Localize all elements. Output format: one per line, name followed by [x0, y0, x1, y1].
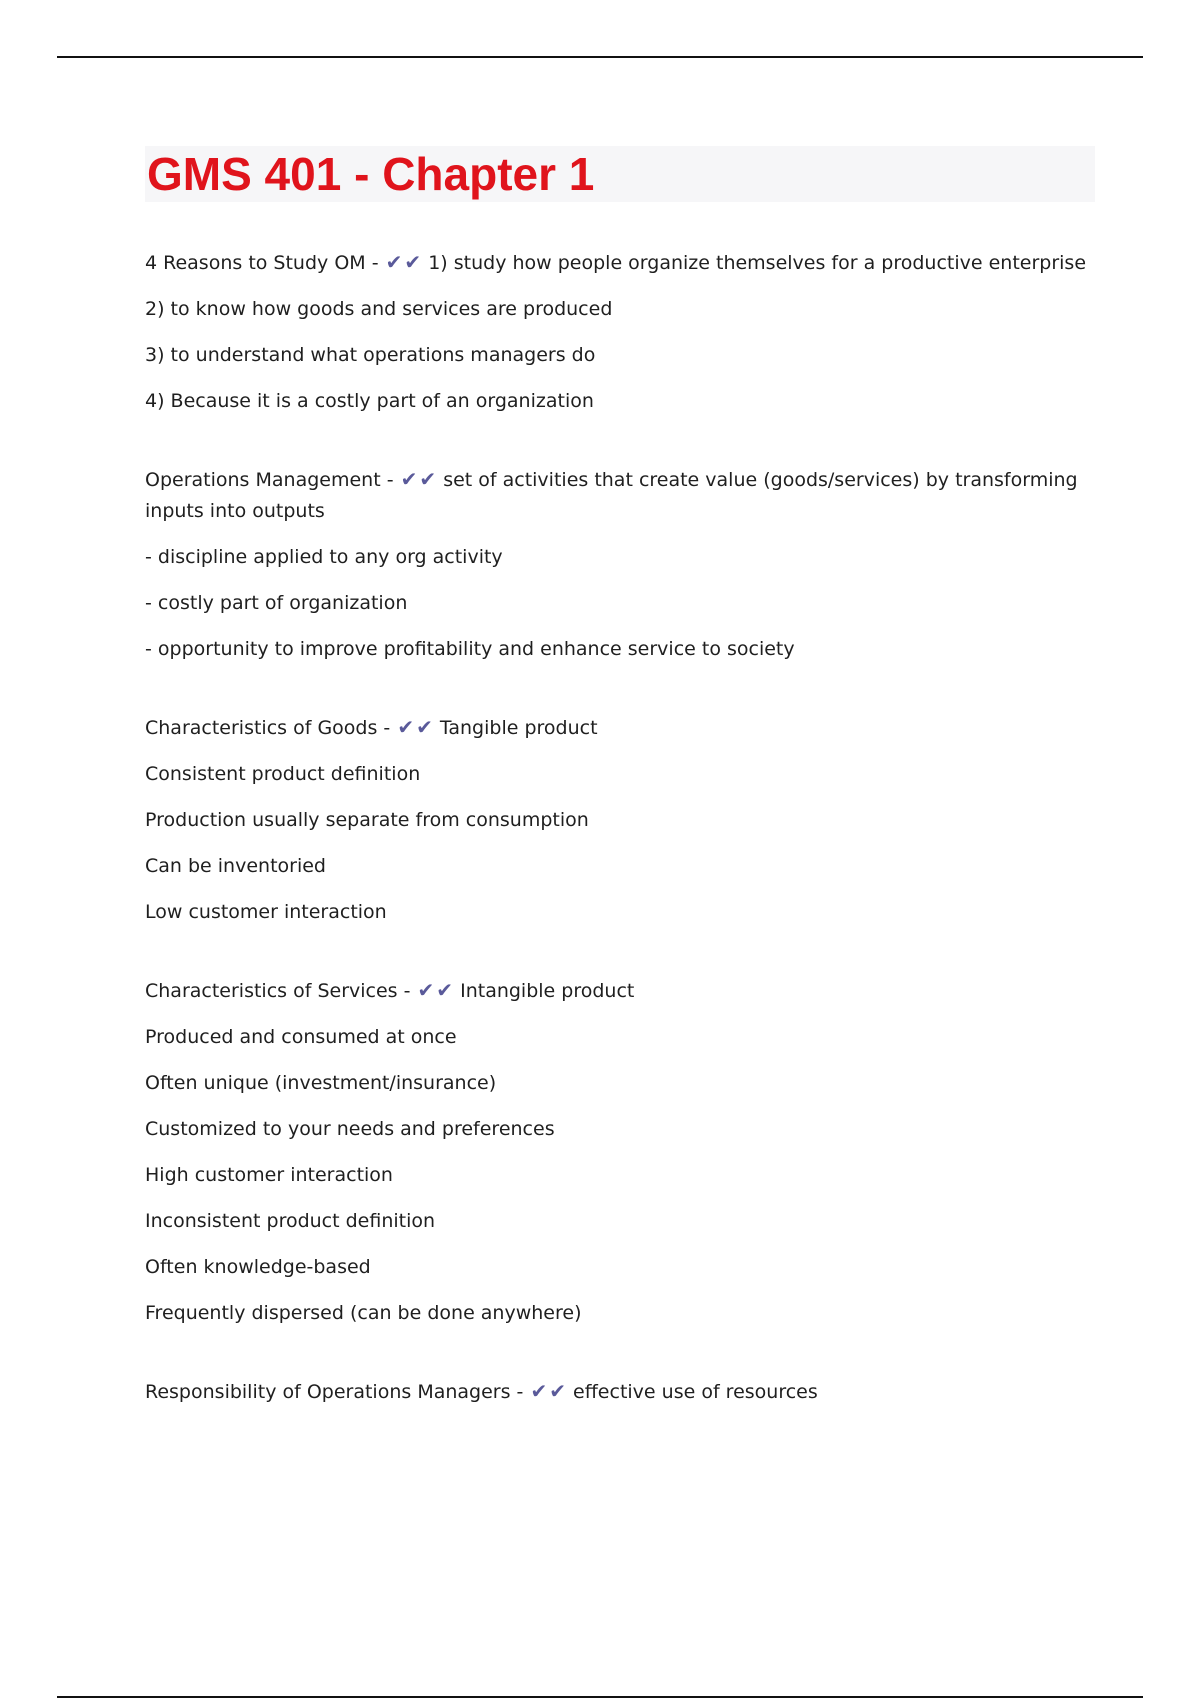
question-line — [145, 1376, 1095, 1408]
bottom-rule — [57, 1696, 1143, 1698]
answer-line: 4) Because it is a costly part of an organization — [145, 390, 594, 412]
flashcard-list — [145, 247, 1095, 1408]
answer-line: Frequently dispersed (can be done anywhere) — [145, 1302, 582, 1324]
answer-text: set of activities that create value (goods/services) by transforming inputs into outputs — [145, 469, 1078, 522]
flashcard-item — [145, 247, 1095, 417]
flashcard-item — [145, 975, 1095, 1329]
question-line — [145, 247, 1095, 279]
flashcard-item — [145, 712, 1095, 928]
flashcard-item — [145, 464, 1095, 665]
check-icon: ✔ — [400, 467, 418, 491]
check-icon: ✔ — [397, 715, 415, 739]
check-icon: ✔ — [530, 1379, 548, 1403]
answer-line: Can be inventoried — [145, 855, 326, 877]
check-icon: ✔ — [416, 715, 433, 739]
answer-line: - opportunity to improve profitability and enhance service to society — [145, 638, 795, 660]
term-text: Characteristics of Services - — [145, 980, 411, 1002]
answer-text: Tangible product — [439, 717, 598, 739]
term-text: Characteristics of Goods - — [145, 717, 391, 739]
answer-line: 2) to know how goods and services are produced — [145, 298, 613, 320]
answer-text: 1) study how people organize themselves for a productive enterprise — [428, 252, 1087, 274]
flashcard-item — [145, 1376, 1095, 1408]
answer-line: Production usually separate from consumption — [145, 809, 589, 831]
answer-line: Consistent product definition — [145, 763, 421, 785]
term-text: Operations Management - — [145, 469, 394, 491]
page-title: GMS 401 - Chapter 1 — [147, 148, 595, 200]
title-band — [145, 146, 1095, 202]
term-text: Responsibility of Operations Managers - — [145, 1381, 524, 1403]
document-body — [145, 146, 1095, 1423]
check-icon: ✔ — [417, 978, 435, 1002]
answer-text: effective use of resources — [573, 1381, 818, 1403]
answer-line: Inconsistent product definition — [145, 1210, 436, 1232]
question-line — [145, 975, 1095, 1007]
answer-line: Produced and consumed at once — [145, 1026, 457, 1048]
answer-line: - costly part of organization — [145, 592, 408, 614]
question-line — [145, 712, 1095, 744]
answer-line: Customized to your needs and preferences — [145, 1118, 555, 1140]
answer-line: High customer interaction — [145, 1164, 393, 1186]
top-rule — [57, 56, 1143, 58]
check-icon: ✔ — [549, 1379, 566, 1403]
answer-line: Often unique (investment/insurance) — [145, 1072, 497, 1094]
answer-line: 3) to understand what operations managers do — [145, 344, 596, 366]
check-icon: ✔ — [385, 250, 403, 274]
answer-line: Often knowledge-based — [145, 1256, 371, 1278]
answer-line: Low customer interaction — [145, 901, 387, 923]
term-text: 4 Reasons to Study OM - — [145, 252, 379, 274]
check-icon: ✔ — [436, 978, 454, 1002]
question-line — [145, 464, 1095, 527]
check-icon: ✔ — [404, 250, 422, 274]
check-icon: ✔ — [419, 467, 437, 491]
answer-text: Intangible product — [460, 980, 635, 1002]
answer-line: - discipline applied to any org activity — [145, 546, 503, 568]
